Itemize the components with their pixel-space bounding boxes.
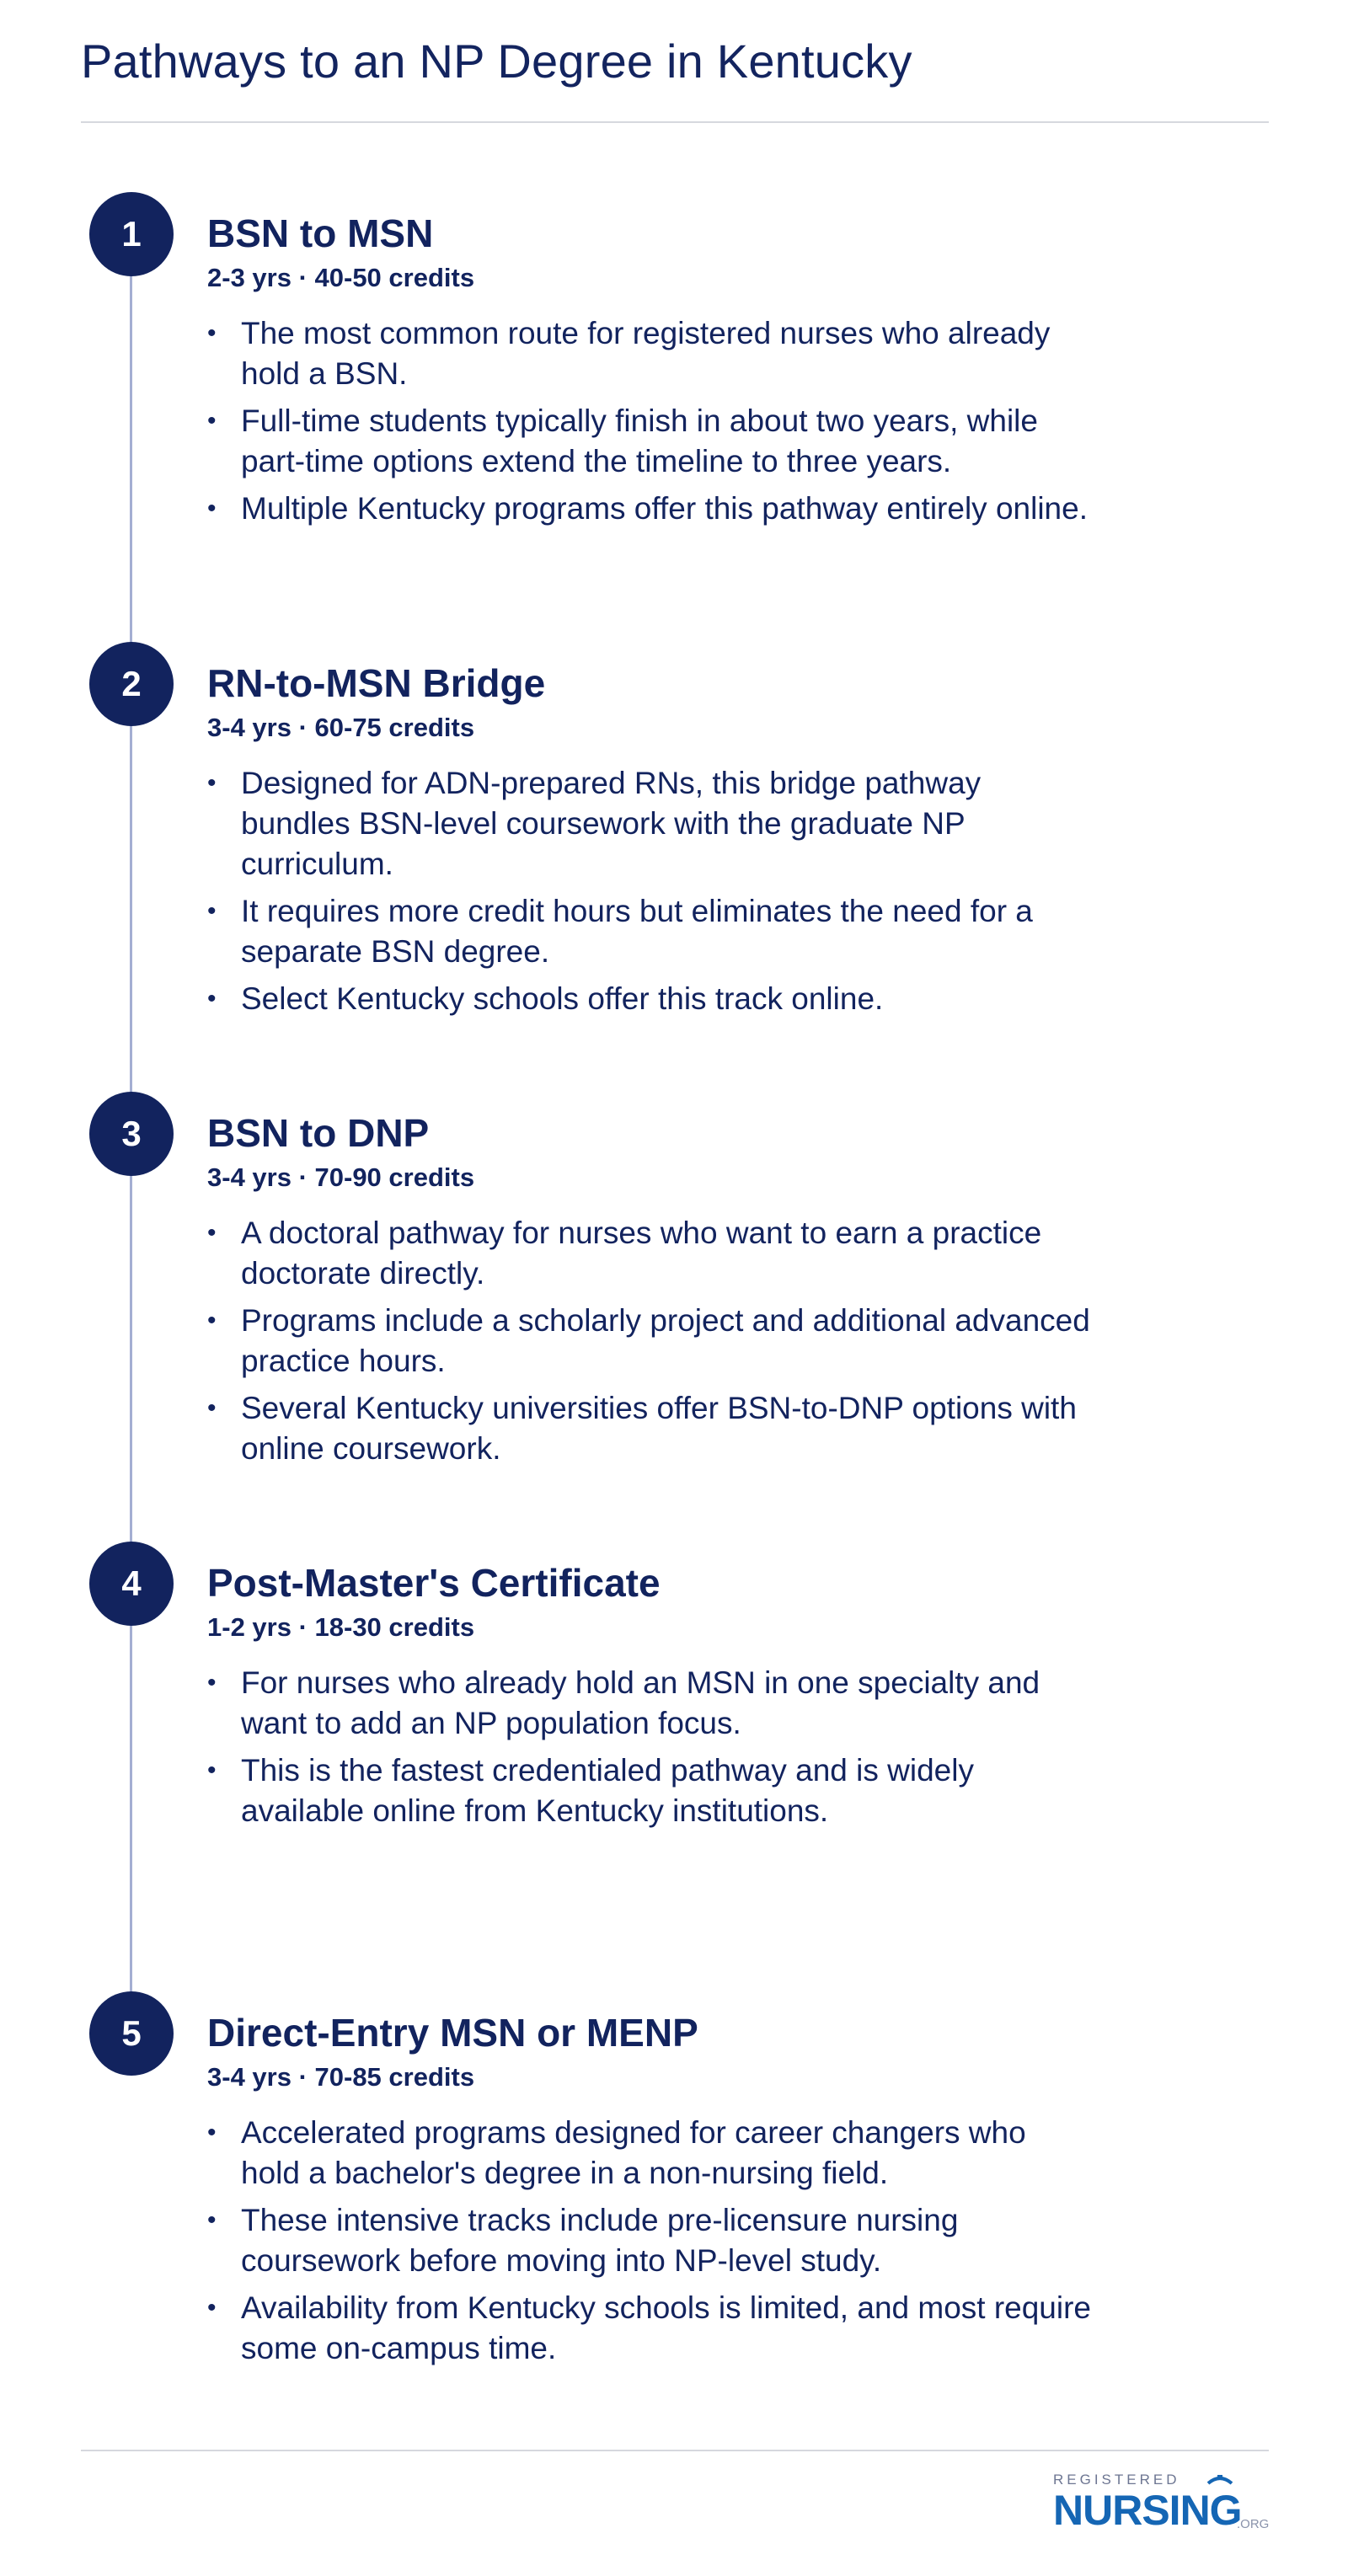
step-duration-credits: 3-4 yrs · 60-75 credits <box>207 713 475 742</box>
page-title: Pathways to an NP Degree in Kentucky <box>81 35 912 88</box>
bullet-icon: • <box>207 1756 217 1784</box>
bullet-icon: • <box>207 2119 217 2146</box>
step-bullet-list <box>207 763 1092 1019</box>
bullet-text: Multiple Kentucky programs offer this pathway entirely online. <box>241 491 1088 526</box>
list-item <box>207 401 1092 482</box>
bullet-icon: • <box>207 2206 217 2234</box>
list-item <box>207 763 1092 884</box>
list-item <box>207 1301 1092 1382</box>
bullet-text: Designed for ADN-prepared RNs, this bridge pathway bundles BSN-level coursework with the graduate NP curriculum. <box>241 766 982 881</box>
step-number-badge: 4 <box>89 1542 174 1626</box>
step-content <box>207 642 1092 1026</box>
list-item <box>207 313 1092 394</box>
bullet-text: These intensive tracks include pre-licensure nursing coursework before moving into NP-level study. <box>241 2203 959 2278</box>
step-title: Post-Master's Certificate <box>207 1561 661 1605</box>
list-item <box>207 1750 1092 1831</box>
step-number-badge: 5 <box>89 1991 174 2076</box>
bullet-text: Several Kentucky universities offer BSN-to-DNP options with online coursework. <box>241 1391 1077 1466</box>
step-bullet-list <box>207 313 1092 529</box>
list-item <box>207 1388 1092 1469</box>
bullet-icon: • <box>207 319 217 347</box>
logo-small-text: REGISTERED <box>1053 2472 1180 2488</box>
bullet-icon: • <box>207 1219 217 1247</box>
logo-main-text: NURSING <box>1053 2487 1242 2534</box>
bullet-text: Availability from Kentucky schools is limited, and most require some on-campus time. <box>241 2290 1092 2365</box>
list-item <box>207 2113 1092 2194</box>
step-bullet-list <box>207 1663 1092 1831</box>
step-bullet-list <box>207 1213 1092 1469</box>
bullet-icon: • <box>207 985 217 1013</box>
step-title: BSN to DNP <box>207 1111 430 1155</box>
bullet-text: Full-time students typically finish in about two years, while part-time options extend the timeline to three years. <box>241 404 1038 478</box>
step-content <box>207 1991 1092 2376</box>
step-number-badge: 1 <box>89 192 174 276</box>
bullet-icon: • <box>207 494 217 522</box>
header-divider <box>81 121 1269 123</box>
bullet-text: For nurses who already hold an MSN in one specialty and want to add an NP population focus. <box>241 1665 1040 1740</box>
bullet-icon: • <box>207 1307 217 1334</box>
step-content <box>207 1542 1092 1838</box>
step-number-badge: 2 <box>89 642 174 726</box>
list-item <box>207 489 1092 529</box>
registered-nursing-logo <box>1053 2472 1272 2547</box>
list-item <box>207 2200 1092 2281</box>
bullet-text: Select Kentucky schools offer this track online. <box>241 981 884 1016</box>
step-duration-credits: 3-4 yrs · 70-90 credits <box>207 1162 475 1192</box>
bullet-icon: • <box>207 897 217 925</box>
list-item <box>207 891 1092 972</box>
step-number-badge: 3 <box>89 1092 174 1176</box>
list-item <box>207 1213 1092 1294</box>
footer-divider <box>81 2450 1269 2451</box>
bullet-text: The most common route for registered nurses who already hold a BSN. <box>241 316 1051 391</box>
list-item <box>207 979 1092 1019</box>
bullet-icon: • <box>207 1394 217 1422</box>
logo-suffix-text: .ORG <box>1237 2517 1270 2531</box>
bullet-icon: • <box>207 769 217 797</box>
bullet-icon: • <box>207 1669 217 1697</box>
step-title: BSN to MSN <box>207 211 434 255</box>
bullet-text: Accelerated programs designed for career changers who hold a bachelor's degree in a non-nursing field. <box>241 2115 1026 2190</box>
step-bullet-list <box>207 2113 1092 2369</box>
step-duration-credits: 2-3 yrs · 40-50 credits <box>207 263 475 292</box>
list-item <box>207 2288 1092 2369</box>
bullet-text: It requires more credit hours but eliminates the need for a separate BSN degree. <box>241 894 1033 969</box>
step-content <box>207 1092 1092 1476</box>
bullet-icon: • <box>207 407 217 435</box>
step-duration-credits: 3-4 yrs · 70-85 credits <box>207 2062 475 2092</box>
bullet-icon: • <box>207 2294 217 2322</box>
step-title: Direct-Entry MSN or MENP <box>207 2011 698 2055</box>
bullet-text: Programs include a scholarly project and additional advanced practice hours. <box>241 1303 1090 1378</box>
list-item <box>207 1663 1092 1744</box>
step-duration-credits: 1-2 yrs · 18-30 credits <box>207 1612 475 1642</box>
step-content <box>207 192 1092 536</box>
bullet-text: This is the fastest credentialed pathway and is widely available online from Kentucky institutions. <box>241 1753 974 1828</box>
bullet-text: A doctoral pathway for nurses who want to earn a practice doctorate directly. <box>241 1216 1042 1291</box>
step-title: RN-to-MSN Bridge <box>207 661 546 705</box>
